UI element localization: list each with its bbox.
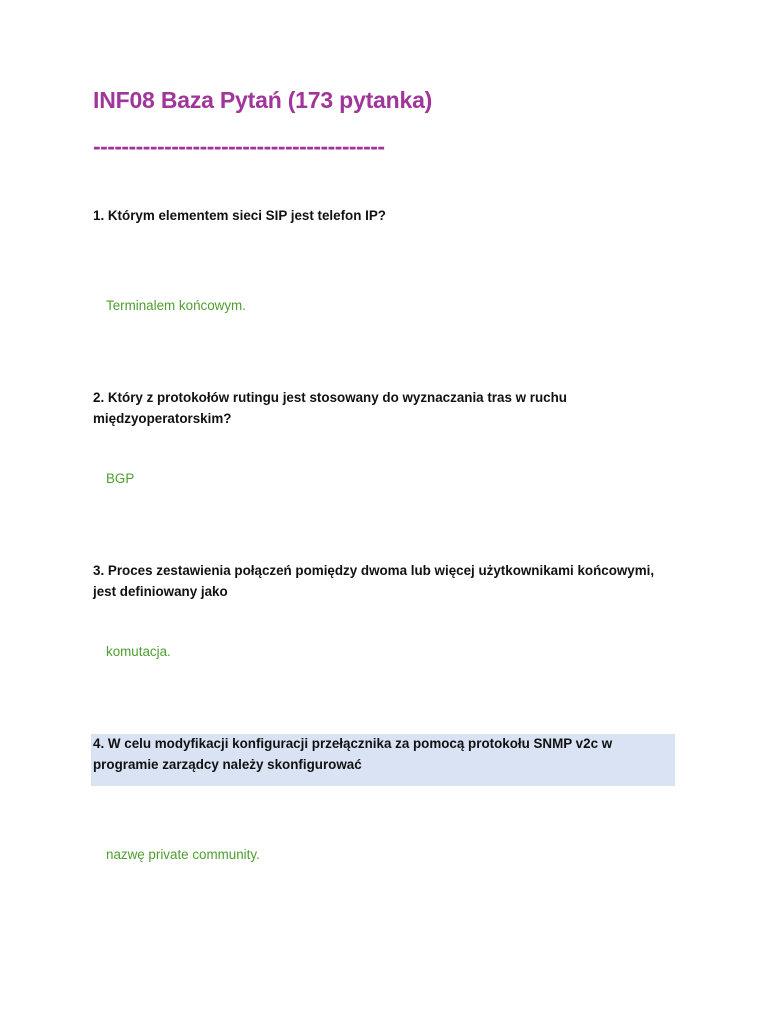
question-3: 3. Proces zestawienia połączeń pomiędzy dwoma lub więcej użytkownikami końcowymi, jest definiowany jako	[93, 563, 655, 599]
answer-2: BGP	[106, 471, 135, 486]
answer-3: komutacja.	[106, 644, 171, 659]
document-title: INF08 Baza Pytań (173 pytanka)	[93, 87, 433, 113]
question-4: 4. W celu modyfikacji konfiguracji przełącznika za pomocą protokołu SNMP v2c w programie zarządcy należy skonfigurować	[91, 734, 675, 786]
title-divider: -----------------------------------------	[93, 133, 385, 159]
question-1: 1. Którym elementem sieci SIP jest telefon IP?	[93, 208, 386, 223]
answer-1: Terminalem końcowym.	[106, 298, 246, 313]
question-2: 2. Który z protokołów rutingu jest stosowany do wyznaczania tras w ruchu międzyoperatorskim?	[93, 390, 567, 426]
answer-4: nazwę private community.	[106, 847, 260, 862]
